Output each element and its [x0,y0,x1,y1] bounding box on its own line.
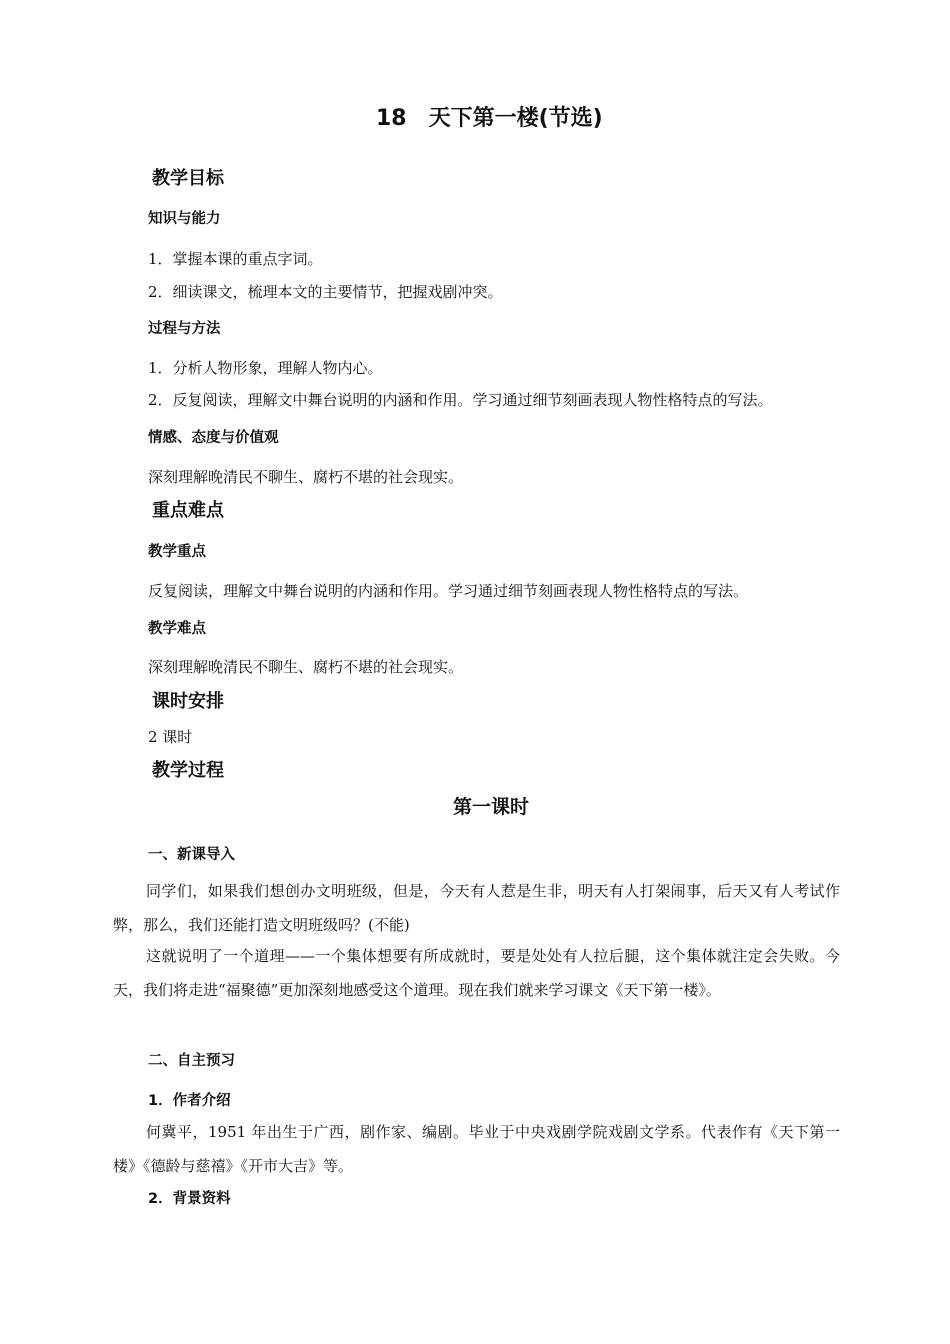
lesson-title: 第一课时 [453,796,530,818]
background-heading: 2．背景资料 [148,1191,231,1207]
difficulty-heading: 教学难点 [148,621,206,637]
knowledge-heading: 知识与能力 [148,211,221,227]
process-item-1: 1．分析人物形象，理解人物内心。 [148,359,383,377]
preview-heading: 二、自主预习 [148,1053,235,1069]
knowledge-item-1: 1．掌握本课的重点字词。 [148,250,323,268]
document-title: 18 天下第一楼(节选) [376,106,603,131]
focus-heading: 教学重点 [148,544,206,560]
process-item-2: 2．反复阅读，理解文中舞台说明的内涵和作用。学习通过细节刻画表现人物性格特点的写法。 [148,391,773,409]
intro-paragraph-1: 同学们，如果我们想创办文明班级，但是，今天有人惹是生非，明天有人打架闹事，后天又有人考试作弊，那么，我们还能打造文明班级吗？(不能) [113,882,840,934]
teaching-process-heading: 教学过程 [152,760,224,781]
schedule-text: 2 课时 [148,728,193,746]
intro-paragraph-2: 这就说明了一个道理——一个集体想要有所成就时，要是处处有人拉后腿，这个集体就注定会失败。今天，我们将走进“福聚德”更加深刻地感受这个道理。现在我们就来学习课文《天下第一楼》。 [113,947,840,999]
objectives-heading: 教学目标 [152,168,224,189]
process-method-heading: 过程与方法 [148,321,221,337]
author-paragraph: 何冀平，1951 年出生于广西，剧作家、编剧。毕业于中央戏剧学院戏剧文学系。代表作有《天下第一楼》《德龄与慈禧》《开市大吉》等。 [113,1123,840,1175]
author-heading: 1．作者介绍 [148,1093,231,1109]
key-points-heading: 重点难点 [152,500,224,521]
intro-heading: 一、新课导入 [148,847,235,863]
emotion-heading: 情感、态度与价值观 [148,430,279,446]
focus-text: 反复阅读，理解文中舞台说明的内涵和作用。学习通过细节刻画表现人物性格特点的写法。 [148,582,749,600]
knowledge-item-2: 2．细读课文，梳理本文的主要情节，把握戏剧冲突。 [148,283,503,301]
difficulty-text: 深刻理解晚清民不聊生、腐朽不堪的社会现实。 [148,658,464,676]
emotion-text: 深刻理解晚清民不聊生、腐朽不堪的社会现实。 [148,468,464,486]
schedule-heading: 课时安排 [152,691,224,712]
